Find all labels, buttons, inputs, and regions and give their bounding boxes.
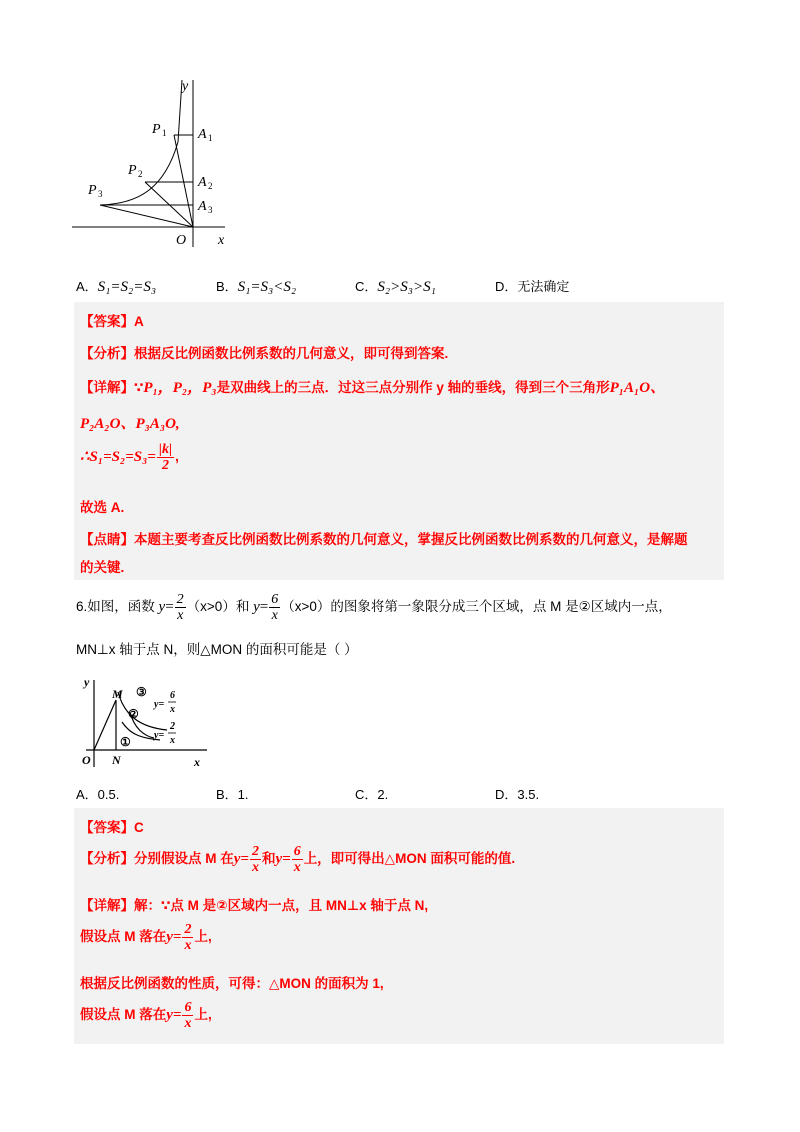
q6-analysis: 【分析】分别假设点 M 在y= $\frac{2}{x}$ 和y= $\frac{6}{x}$ 上，即可得出△MON 面积可能的值. — [80, 844, 516, 875]
svg-text:3: 3 — [208, 205, 213, 215]
q5-option-a[interactable]: A．S₁=S₂=S₃ — [76, 279, 157, 295]
q5-option-c[interactable]: C．S₂>S₃>S₁ — [355, 279, 436, 295]
svg-text:x: x — [170, 704, 175, 715]
y-axis-label: y — [84, 675, 90, 689]
q6-detail: 【详解】解：∵点 M 是②区域内一点，且 MN⊥x 轴于点 N, — [80, 898, 429, 913]
origin-label: O — [82, 753, 91, 767]
n-label: N — [112, 753, 121, 767]
q6-property: 根据反比例函数的性质，可得：△MON 的面积为 1, — [80, 976, 384, 991]
q5-comment-1: 【点睛】本题主要考查反比例函数比例系数的几何意义，掌握反比例函数比例系数的几何意义，是解题 — [80, 532, 688, 547]
p2-label: P — [128, 163, 137, 178]
q5-option-d[interactable]: D．无法确定 — [495, 279, 570, 294]
curve-6-label: y= — [154, 699, 165, 710]
svg-text:2: 2 — [170, 721, 175, 732]
p3-label: P — [88, 183, 97, 198]
q5-answer: 【答案】A — [80, 314, 144, 329]
region-1-label: ① — [120, 735, 131, 749]
p1-label: P — [152, 122, 161, 137]
svg-text:1: 1 — [208, 133, 213, 143]
q6-option-a[interactable]: A．0.5. — [76, 787, 120, 802]
region-3-label: ③ — [136, 685, 147, 699]
q6-assume-2: 假设点 M 落在y= $\frac{6}{x}$ 上, — [80, 1000, 212, 1031]
q6-option-b[interactable]: B．1. — [216, 787, 249, 802]
q6-line-2: MN⊥x 轴于点 N，则△MON 的面积可能是（ ） — [76, 642, 358, 657]
m-label: M — [112, 687, 123, 701]
q5-choose: 故选 A. — [80, 500, 125, 515]
svg-text:6: 6 — [170, 690, 175, 701]
q6-answer: 【答案】C — [80, 820, 144, 835]
q5-answer-panel — [74, 302, 724, 580]
x-axis-label: x — [218, 233, 225, 248]
p3-o-segment — [100, 205, 193, 227]
k-over-2-fraction: $\frac{|k|}{2}$ — [158, 442, 173, 473]
a2-label: A — [198, 175, 207, 190]
hyperbola-figure-1 — [70, 72, 240, 252]
q6-line-1: 6.如图，函数 y= $\frac{2}{x}$ （x>0）和 y= $\frac{6}{x}$ （x>0）的图象将第一象限分成三个区域，点 M 是②区域内一点， — [76, 592, 672, 623]
origin-label: O — [176, 233, 187, 248]
q5-analysis: 【分析】根据反比例函数比例系数的几何意义，即可得到答案. — [80, 346, 449, 361]
svg-text:x: x — [170, 735, 175, 746]
y-axis-label: y — [182, 79, 189, 94]
q5-comment-2: 的关键. — [80, 560, 125, 575]
curve-2-label: y= — [154, 730, 165, 741]
q5-detail: 【详解】∵P₁，P₂，P₃是双曲线上的三点．过这三点分别作 y 轴的垂线，得到三个三角形P₁A₁O、 — [80, 380, 666, 396]
svg-text:2: 2 — [208, 181, 213, 191]
region-2-label: ② — [128, 707, 139, 721]
q6-assume-1: 假设点 M 落在y= $\frac{2}{x}$ 上, — [80, 922, 212, 953]
svg-text:1: 1 — [162, 128, 167, 138]
om-segment — [94, 700, 116, 750]
q6-options — [76, 784, 736, 806]
svg-text:2: 2 — [138, 169, 143, 179]
q5-conclusion: ∴S₁=S₂=S₃= $\frac{|k|}{2}$ , — [80, 442, 179, 473]
a1-label: A — [198, 127, 207, 142]
regions-figure-2 — [72, 672, 212, 772]
q5-option-b[interactable]: B．S₁=S₃<S₂ — [216, 279, 297, 295]
q5-detail-triangles: P₂A₂O、P₃A₃O, — [80, 416, 180, 432]
p1-o-segment — [174, 135, 193, 227]
svg-text:3: 3 — [98, 189, 103, 199]
q6-option-d[interactable]: D．3.5. — [495, 787, 540, 802]
q5-options — [76, 276, 736, 298]
a3-label: A — [198, 199, 207, 214]
q6-option-c[interactable]: C．2. — [355, 787, 389, 802]
x-axis-label: x — [194, 755, 200, 769]
q6-answer-panel — [74, 808, 724, 1044]
